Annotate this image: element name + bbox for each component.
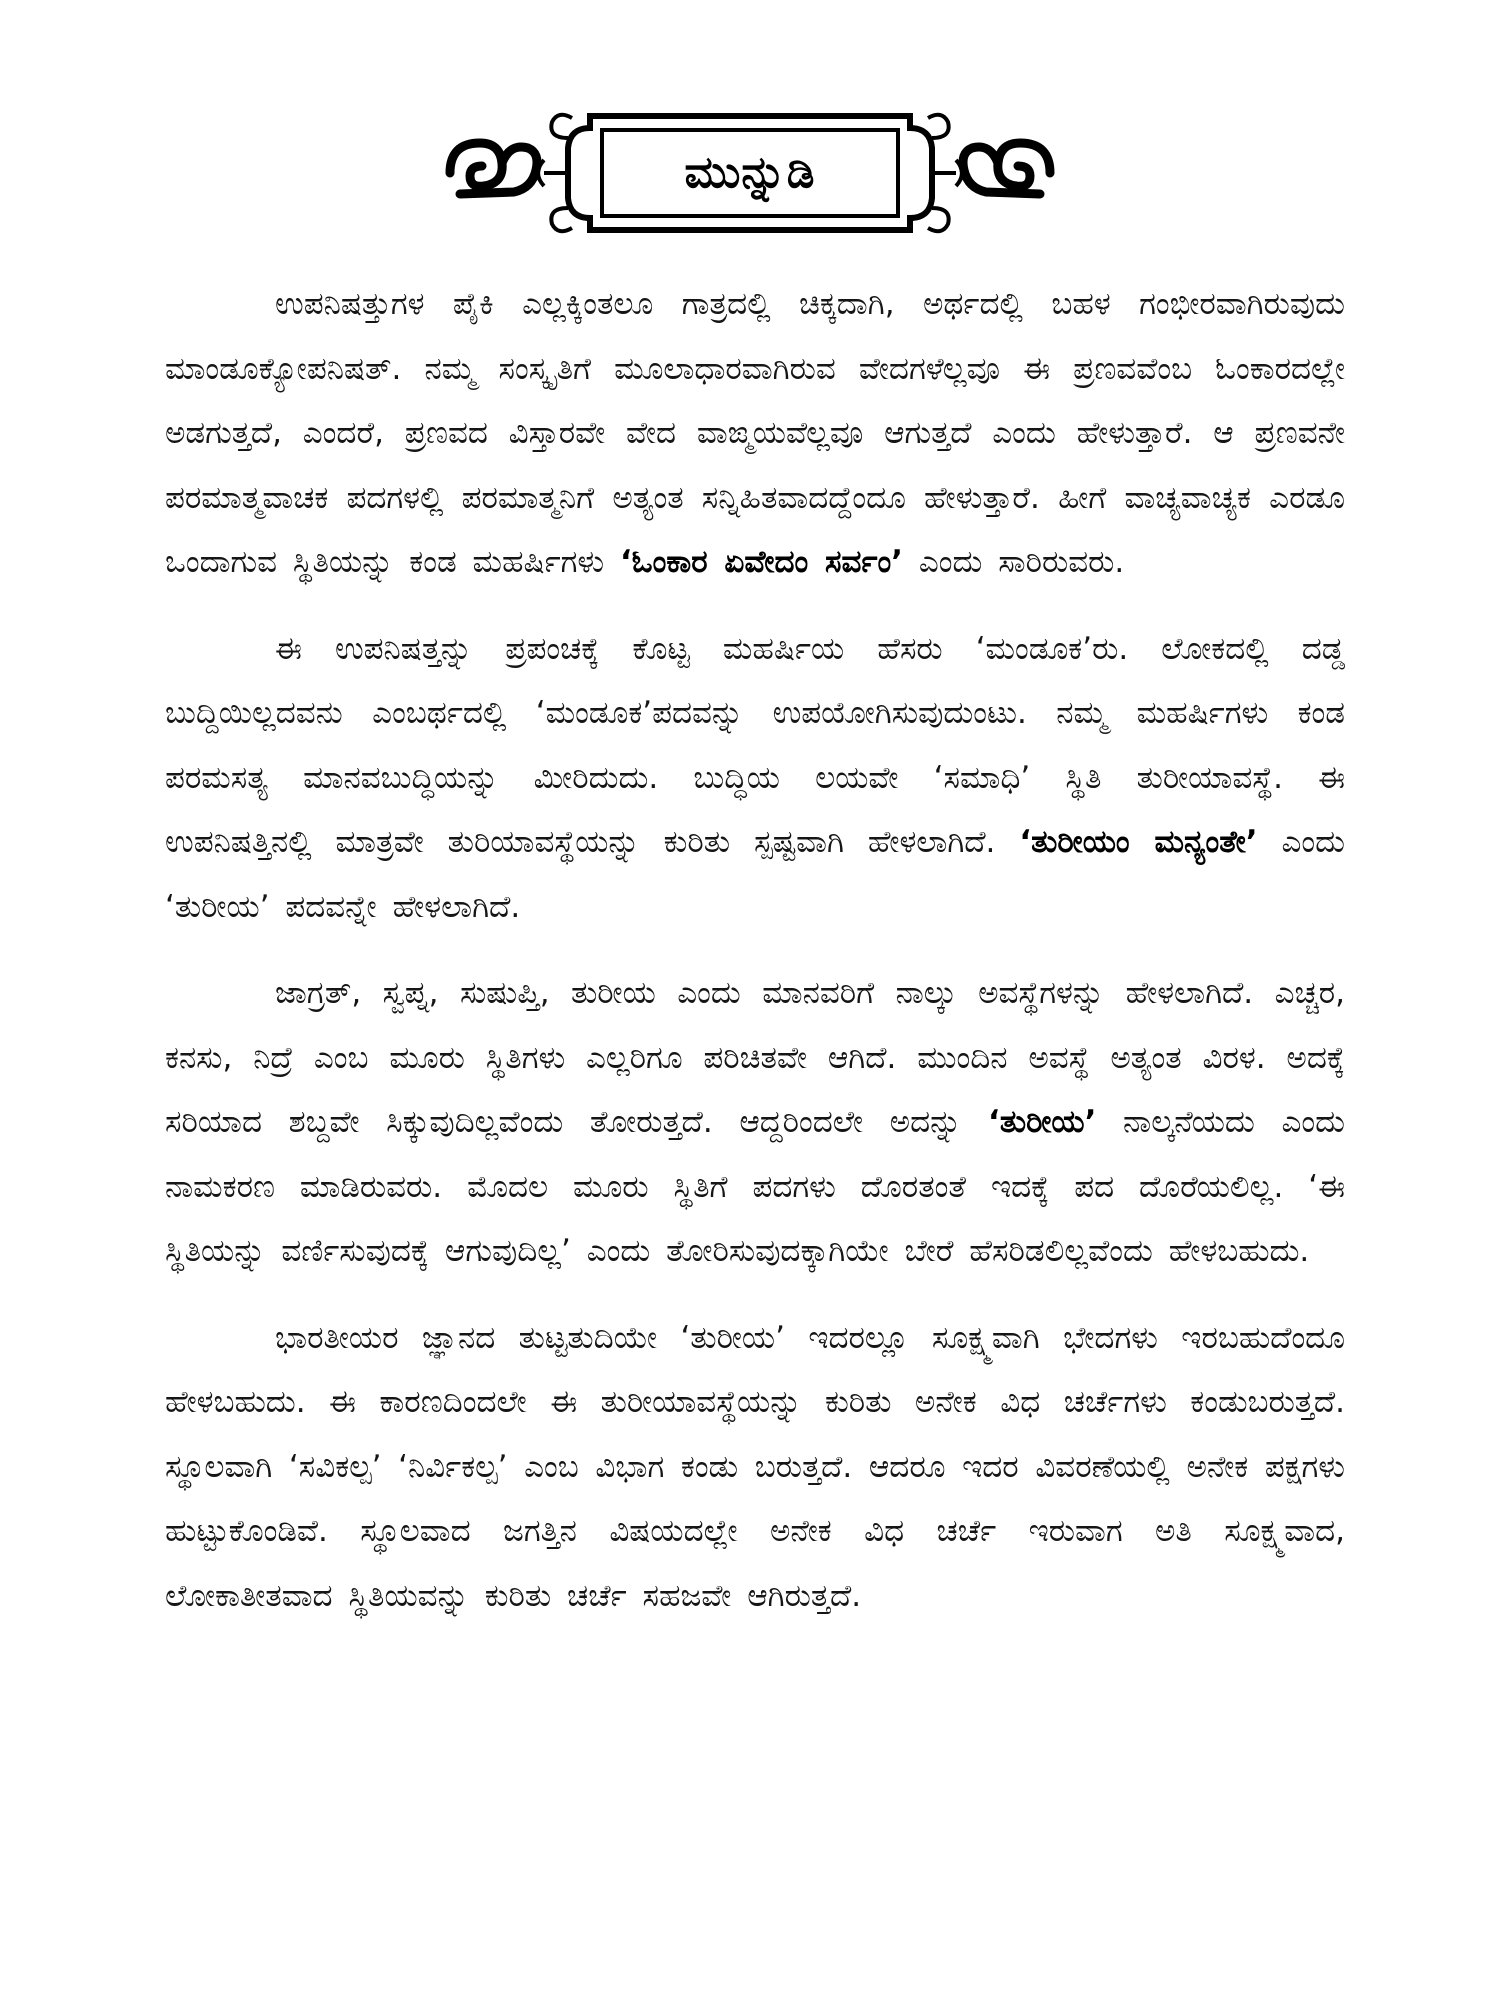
paragraph-text: ಎಂದು ‘ತುರೀಯ’ ಪದವನ್ನೇ ಹೇಳಲಾಗಿದೆ. (165, 824, 1346, 925)
preface-body (165, 272, 1345, 1628)
paragraph-2 (165, 617, 1345, 940)
title-ornament (440, 108, 1060, 238)
bold-quote: ‘ತುರೀಯಂ ಮನ್ಯಂತೇ’ (1019, 824, 1258, 860)
paragraph-text: ಉಪನಿಷತ್ತುಗಳ ಪೈಕಿ ಎಲ್ಲಕ್ಕಿಂತಲೂ ಗಾತ್ರದಲ್ಲಿ ಚಿಕ್ಕದಾಗಿ, ಅರ್ಥದಲ್ಲಿ ಬಹಳ ಗಂಭೀರವಾಗಿರುವುದು ಮಾಂಡೂಕ್ಯೋಪನಿಷತ್. ನಮ್ಮ ಸಂಸ್ಕೃತಿಗೆ ಮೂಲಾಧಾರವಾಗಿರುವ ವೇದಗಳೆಲ್ಲವೂ ಈ ಪ್ರಣವವೆಂಬ ಓಂಕಾರದಲ್ಲೇ ಅಡಗುತ್ತದೆ, ಎಂದರೆ, ಪ್ರಣವದ ವಿಸ್ತಾರವೇ ವೇದ ವಾಙ್ಮಯವೆಲ್ಲವೂ ಆಗುತ್ತದೆ ಎಂದು ಹೇಳುತ್ತಾರೆ. ಆ ಪ್ರಣವನೇ ಪರಮಾತ್ಮವಾಚಕ ಪದಗಳಲ್ಲಿ ಪರಮಾತ್ಮನಿಗೆ ಅತ್ಯಂತ ಸನ್ನಿಹಿತವಾದದ್ದೆಂದೂ ಹೇಳುತ್ತಾರೆ. ಹೀಗೆ ವಾಚ್ಯವಾಚ್ಯಕ ಎರಡೂ ಒಂದಾಗುವ ಸ್ಥಿತಿಯನ್ನು ಕಂಡ ಮಹರ್ಷಿಗಳು (165, 286, 1345, 580)
paragraph-text: ಈ ಉಪನಿಷತ್ತನ್ನು ಪ್ರಪಂಚಕ್ಕೆ ಕೊಟ್ಟ ಮಹರ್ಷಿಯ ಹೆಸರು ‘ಮಂಡೂಕ’ರು. ಲೋಕದಲ್ಲಿ ದಡ್ಡ ಬುದ್ದಿಯಿಲ್ಲದವನು ಎಂಬರ್ಥದಲ್ಲಿ ‘ಮಂಡೂಕ’ಪದವನ್ನು ಉಪಯೋಗಿಸುವುದುಂಟು. ನಮ್ಮ ಮಹರ್ಷಿಗಳು ಕಂಡ ಪರಮಸತ್ಯ ಮಾನವಬುದ್ಧಿಯನ್ನು ಮೀರಿದುದು. ಬುದ್ಧಿಯ ಲಯವೇ ‘ಸಮಾಧಿ’ ಸ್ಥಿತಿ ತುರೀಯಾವಸ್ಥೆ. ಈ ಉಪನಿಷತ್ತಿನಲ್ಲಿ ಮಾತ್ರವೇ ತುರಿಯಾವಸ್ಥೆಯನ್ನು ಕುರಿತು ಸ್ಪಷ್ಟವಾಗಿ ಹೇಳಲಾಗಿದೆ. (165, 630, 1345, 860)
bold-quote: ‘ಓಂಕಾರ ಏವೇದಂ ಸರ್ವಂ’ (619, 544, 903, 580)
paragraph-3 (165, 961, 1345, 1284)
page-title: ಮುನ್ನುಡಿ (684, 147, 816, 198)
paragraph-text: ನಾಲ್ಕನೆಯದು ಎಂದು ನಾಮಕರಣ ಮಾಡಿರುವರು. ಮೊದಲ ಮೂರು ಸ್ಥಿತಿಗೆ ಪದಗಳು ದೊರತಂತೆ ಇದಕ್ಕೆ ಪದ ದೊರೆಯಲಿಲ್ಲ. ‘ಈ ಸ್ಥಿತಿಯನ್ನು ವರ್ಣಿಸುವುದಕ್ಕೆ ಆಗುವುದಿಲ್ಲ’ ಎಂದು ತೋರಿಸುವುದಕ್ಕಾಗಿಯೇ ಬೇರೆ ಹೆಸರಿಡಲಿಲ್ಲವೆಂದು ಹೇಳಬಹುದು. (165, 1104, 1345, 1269)
paragraph-text: ಜಾಗ್ರತ್, ಸ್ವಪ್ನ, ಸುಷುಪ್ತಿ, ತುರೀಯ ಎಂದು ಮಾನವರಿಗೆ ನಾಲ್ಕು ಅವಸ್ಥೆಗಳನ್ನು ಹೇಳಲಾಗಿದೆ. ಎಚ್ಚರ, ಕನಸು, ನಿದ್ರೆ ಎಂಬ ಮೂರು ಸ್ಥಿತಿಗಳು ಎಲ್ಲರಿಗೂ ಪರಿಚಿತವೇ ಆಗಿದೆ. ಮುಂದಿನ ಅವಸ್ಥೆ ಅತ್ಯಂತ ವಿರಳ. ಅದಕ್ಕೆ ಸರಿಯಾದ ಶಬ್ದವೇ ಸಿಕ್ಕುವುದಿಲ್ಲವೆಂದು ತೋರುತ್ತದೆ. ಆದ್ದರಿಂದಲೇ ಅದನ್ನು (165, 975, 1345, 1140)
paragraph-text: ಭಾರತೀಯರ ಜ್ಞಾನದ ತುಟ್ಟತುದಿಯೇ ‘ತುರೀಯ’ ಇದರಲ್ಲೂ ಸೂಕ್ಷ್ಮವಾಗಿ ಭೇದಗಳು ಇರಬಹುದೆಂದೂ ಹೇಳಬಹುದು. ಈ ಕಾರಣದಿಂದಲೇ ಈ ತುರೀಯಾವಸ್ಥೆಯನ್ನು ಕುರಿತು ಅನೇಕ ವಿಧ ಚರ್ಚೆಗಳು ಕಂಡುಬರುತ್ತದೆ. ಸ್ಥೂಲವಾಗಿ ‘ಸವಿಕಲ್ಪ’ ‘ನಿರ್ವಿಕಲ್ಪ’ ಎಂಬ ವಿಭಾಗ ಕಂಡು ಬರುತ್ತದೆ. ಆದರೂ ಇದರ ವಿವರಣೆಯಲ್ಲಿ ಅನೇಕ ಪಕ್ಷಗಳು ಹುಟ್ಟುಕೊಂಡಿವೆ. ಸ್ಥೂಲವಾದ ಜಗತ್ತಿನ ವಿಷಯದಲ್ಲೇ ಅನೇಕ ವಿಧ ಚರ್ಚೆ ಇರುವಾಗ ಅತಿ ಸೂಕ್ಷ್ಮವಾದ, ಲೋಕಾತೀತವಾದ ಸ್ಥಿತಿಯವನ್ನು ಕುರಿತು ಚರ್ಚೆ ಸಹಜವೇ ಆಗಿರುತ್ತದೆ. (165, 1319, 1345, 1614)
paragraph-text: ಎಂದು ಸಾರಿರುವರು. (902, 544, 1125, 580)
paragraph-4 (165, 1306, 1345, 1629)
paragraph-1 (165, 272, 1345, 595)
bold-quote: ‘ತುರೀಯ’ (988, 1104, 1097, 1140)
